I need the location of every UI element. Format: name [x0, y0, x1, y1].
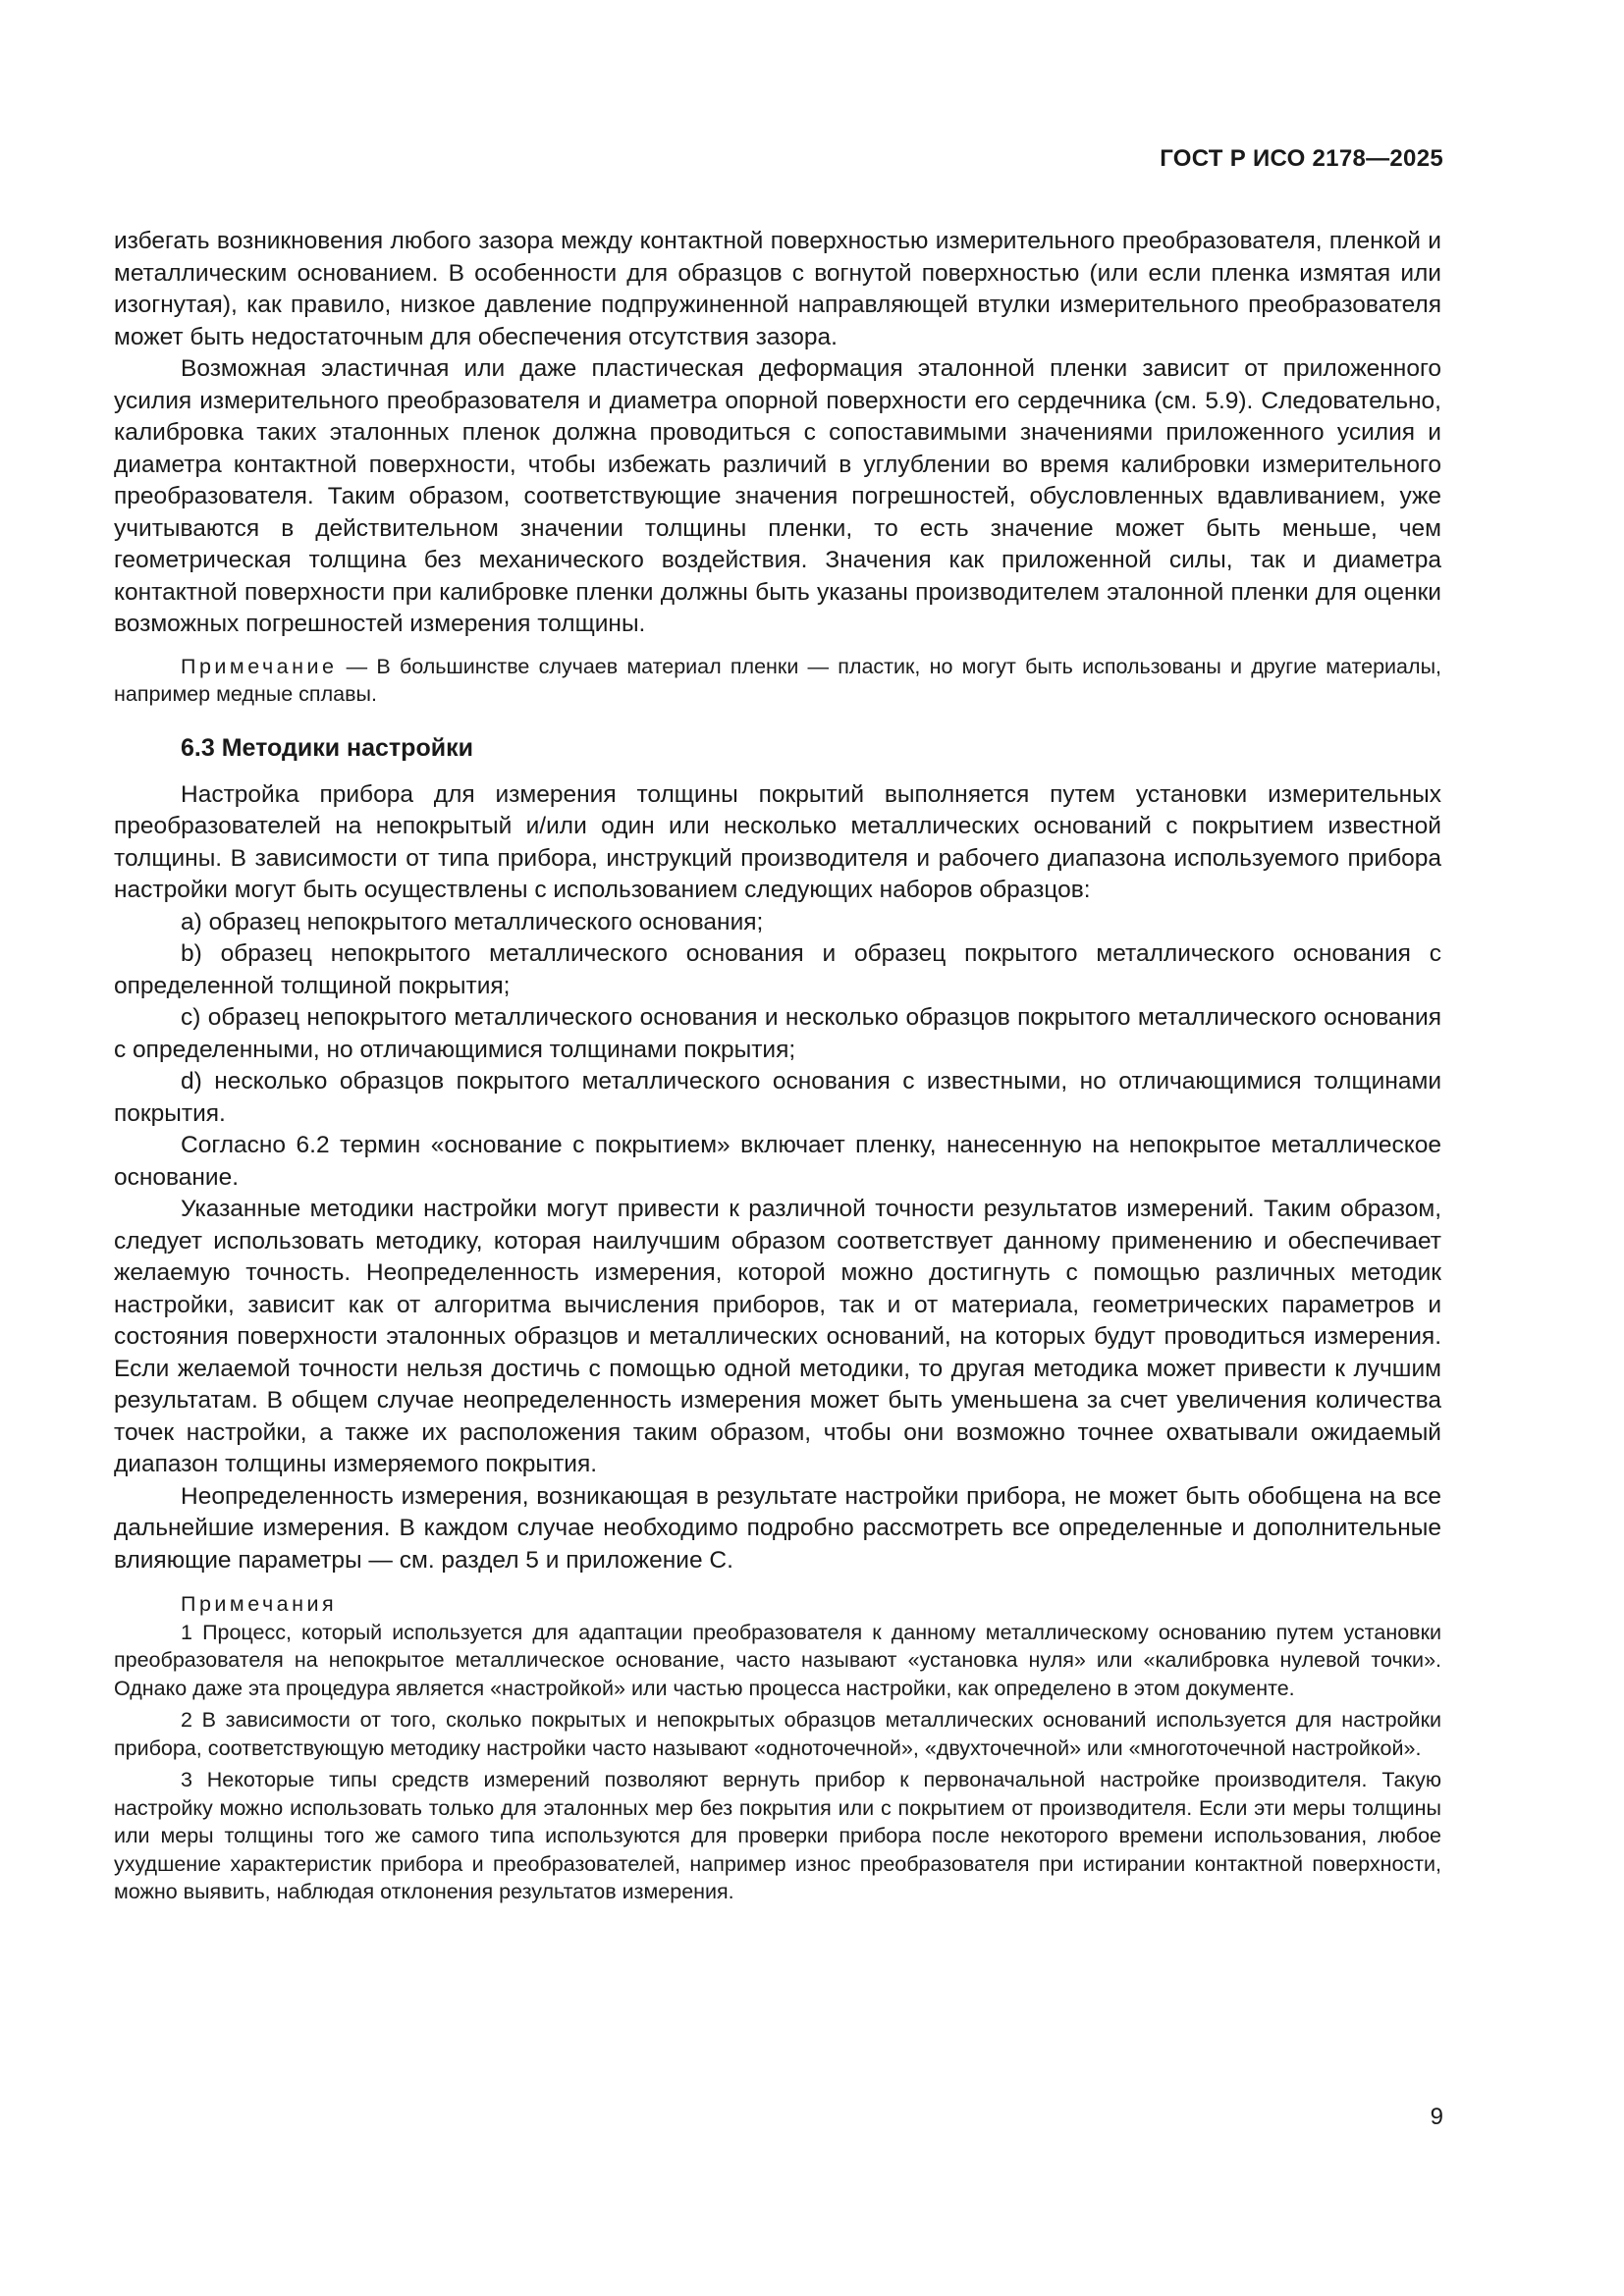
list-item: b) образец непокрытого металлического основания и образец покрытого металлического основания с определенной толщиной покрытия; [114, 940, 1441, 999]
paragraph: избегать возникновения любого зазора между контактной поверхностью измерительного преобразователя, пленкой и металлическим основанием. В особенности для образцов с вогнутой поверхностью (или если пленка измятая или изогнутая), как правило, низкое давление подпружиненной направляющей втулки измерительного преобразователя может быть недостаточным для обеспечения отсутствия зазора. [114, 228, 1441, 350]
paragraph: Настройка прибора для измерения толщины покрытий выполняется путем установки измерительных преобразователей на непокрытый и/или один или несколько металлических оснований с покрытием известной толщины. В зависимости от типа прибора, инструкций производителя и рабочего диапазона используемого прибора настройки могут быть осуществлены с использованием следующих наборов образцов: [114, 780, 1441, 903]
note-text: — В большинстве случаев материал пленки — пластик, но могут быть использованы и другие материалы, например медные сплавы. [114, 654, 1441, 706]
document-code: ГОСТ Р ИСО 2178—2025 [1160, 145, 1443, 172]
note-label: Примечание [181, 654, 338, 678]
paragraph: Согласно 6.2 термин «основание с покрытием» включает пленку, нанесенную на непокрытое металлическое основание. [114, 1132, 1441, 1191]
list-item: a) образец непокрытого металлического основания; [181, 908, 764, 935]
note-item: 1 Процесс, который используется для адаптации преобразователя к данному металлическому основанию путем установки преобразователя на непокрытое металлическое основание, часто называют «установка нуля» или «калибровка нулевой точки». Однако даже эта процедура является «настройкой» или частью процесса настройки, как определено в этом документе. [114, 1620, 1441, 1700]
list-item: d) несколько образцов покрытого металлического основания с известными, но отличающимися толщинами покрытия. [114, 1068, 1441, 1127]
section-title: 6.3 Методики настройки [181, 733, 473, 762]
page-number: 9 [1430, 2104, 1443, 2130]
note-item: 2 В зависимости от того, сколько покрытых и непокрытых образцов металлических оснований используется для настройки прибора, соответствующую методику настройки часто называют «одноточечной», «двухточечной» или «многоточечной настройкой». [114, 1708, 1441, 1760]
document-body [114, 226, 1441, 1910]
paragraph: Указанные методики настройки могут привести к различной точности результатов измерений. Таким образом, следует использовать методику, которая наилучшим образом соответствует данному применению и обеспечивает желаемую точность. Неопределенность измерения, которой можно достигнуть с помощью различных методик настройки, зависит как от алгоритма вычисления приборов, так и от материала, геометрических параметров и состояния поверхности эталонных образцов и металлических оснований, на которых будут проводиться измерения. Если желаемой точности нельзя достичь с помощью одной методики, то другая методика может привести к лучшим результатам. В общем случае неопределенность измерения может быть уменьшена за счет увеличения количества точек настройки, а также их расположения таким образом, чтобы они возможно точнее охватывали ожидаемый диапазон толщины измеряемого покрытия. [114, 1196, 1441, 1477]
paragraph: Неопределенность измерения, возникающая в результате настройки прибора, не может быть обобщена на все дальнейшие измерения. В каждом случае необходимо подробно рассмотреть все определенные и дополнительные влияющие параметры — см. раздел 5 и приложение С. [114, 1482, 1441, 1574]
note [114, 653, 1441, 709]
notes-label: Примечания [181, 1592, 338, 1616]
paragraph: Возможная эластичная или даже пластическая деформация эталонной пленки зависит от приложенного усилия измерительного преобразователя и диаметра опорной поверхности его сердечника (см. 5.9). Следовательно, калибровка таких эталонных пленок должна проводиться с сопоставимыми значениями приложенного усилия и диаметра контактной поверхности, чтобы избежать различий в углублении во время калибровки измерительного преобразователя. Таким образом, соответствующие значения погрешностей, обусловленных вдавливанием, уже учитываются в действительном значении толщины пленки, то есть значение может быть меньше, чем геометрическая толщина без механического воздействия. Значения как приложенной силы, так и диаметра контактной поверхности при калибровке пленки должны быть указаны производителем эталонной пленки для оценки возможных погрешностей измерения толщины. [114, 355, 1441, 637]
notes-block [114, 1590, 1441, 1906]
note-item: 3 Некоторые типы средств измерений позволяют вернуть прибор к первоначальной настройке производителя. Такую настройку можно использовать только для эталонных мер без покрытия или с покрытием от производителя. Если эти меры толщины или меры толщины того же самого типа используются для проверки прибора после некоторого времени использования, любое ухудшение характеристик прибора и преобразователей, например износ преобразователя при истирании контактной поверхности, можно выявить, наблюдая отклонения результатов измерения. [114, 1768, 1441, 1903]
list-item: c) образец непокрытого металлического основания и несколько образцов покрытого металлического основания с определенными, но отличающимися толщинами покрытия; [114, 1004, 1441, 1063]
